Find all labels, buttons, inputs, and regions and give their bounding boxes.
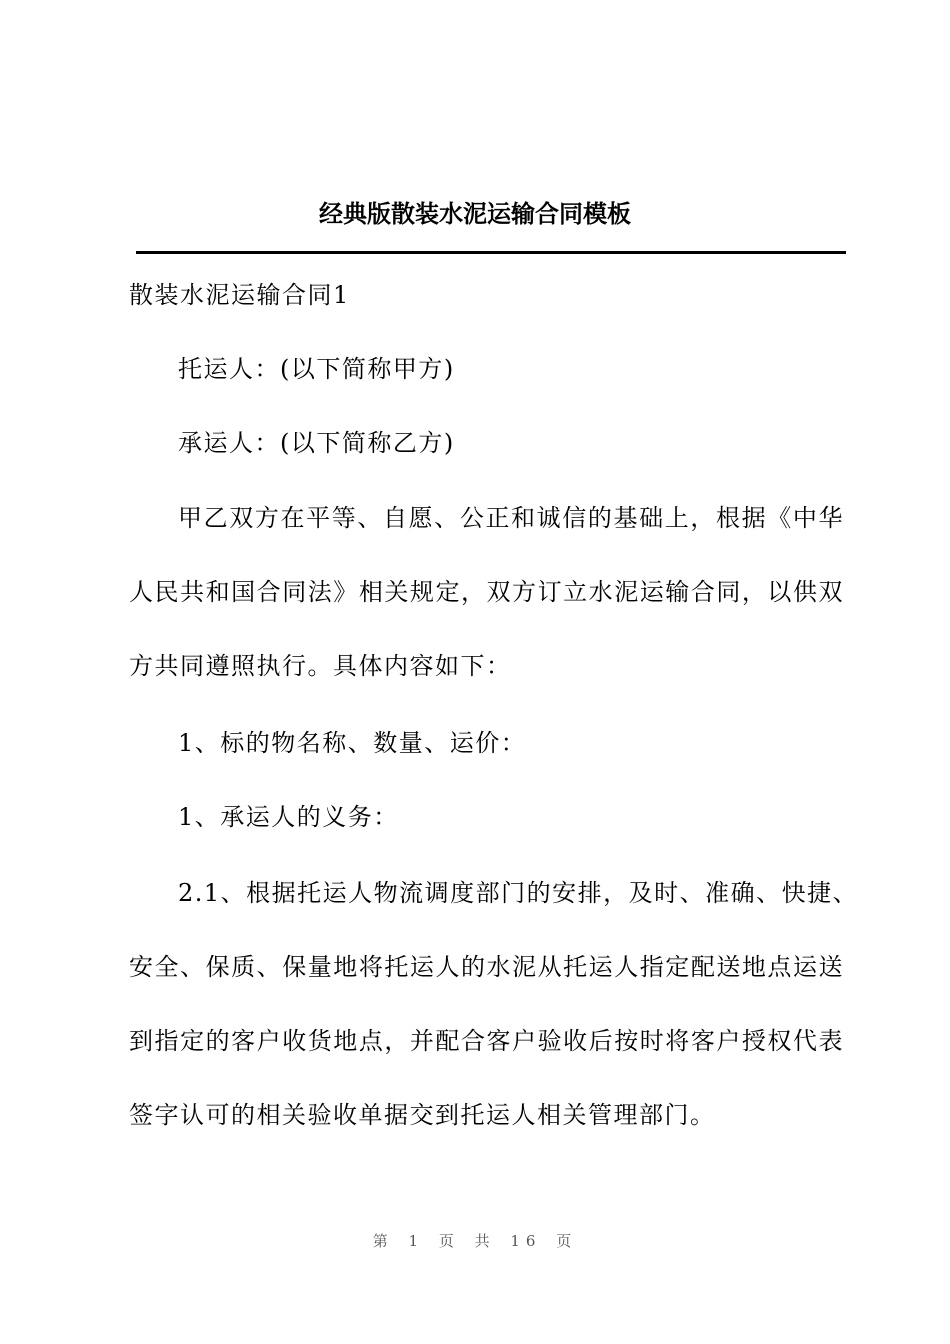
item-subject-matter: 1、标的物名称、数量、运价： [178, 729, 527, 757]
page-number-footer: 第 1 页 共 16 页 [372, 1232, 578, 1250]
section-heading: 散装水泥运输合同1 [129, 281, 350, 309]
intro-paragraph-line: 甲乙双方在平等、自愿、公正和诚信的基础上，根据《中华 [178, 504, 844, 532]
clause-2-1-line: 签字认可的相关验收单据交到托运人相关管理部门。 [129, 1101, 716, 1129]
intro-paragraph-line: 方共同遵照执行。具体内容如下： [129, 652, 512, 680]
document-title: 经典版散装水泥运输合同模板 [319, 199, 631, 228]
clause-2-1-line: 到指定的客户收货地点，并配合客户验收后按时将客户授权代表 [129, 1027, 844, 1055]
item-carrier-obligations: 1、承运人的义务： [178, 803, 399, 831]
carrier-line: 承运人：(以下简称乙方) [178, 429, 455, 457]
title-underline-rule [136, 251, 846, 254]
clause-2-1-line: 2.1、根据托运人物流调度部门的安排，及时、准确、快捷、 [178, 879, 859, 907]
shipper-line: 托运人：(以下简称甲方) [178, 355, 455, 383]
intro-paragraph-line: 人民共和国合同法》相关规定，双方订立水泥运输合同，以供双 [129, 578, 844, 606]
clause-2-1-line: 安全、保质、保量地将托运人的水泥从托运人指定配送地点运送 [129, 953, 844, 981]
